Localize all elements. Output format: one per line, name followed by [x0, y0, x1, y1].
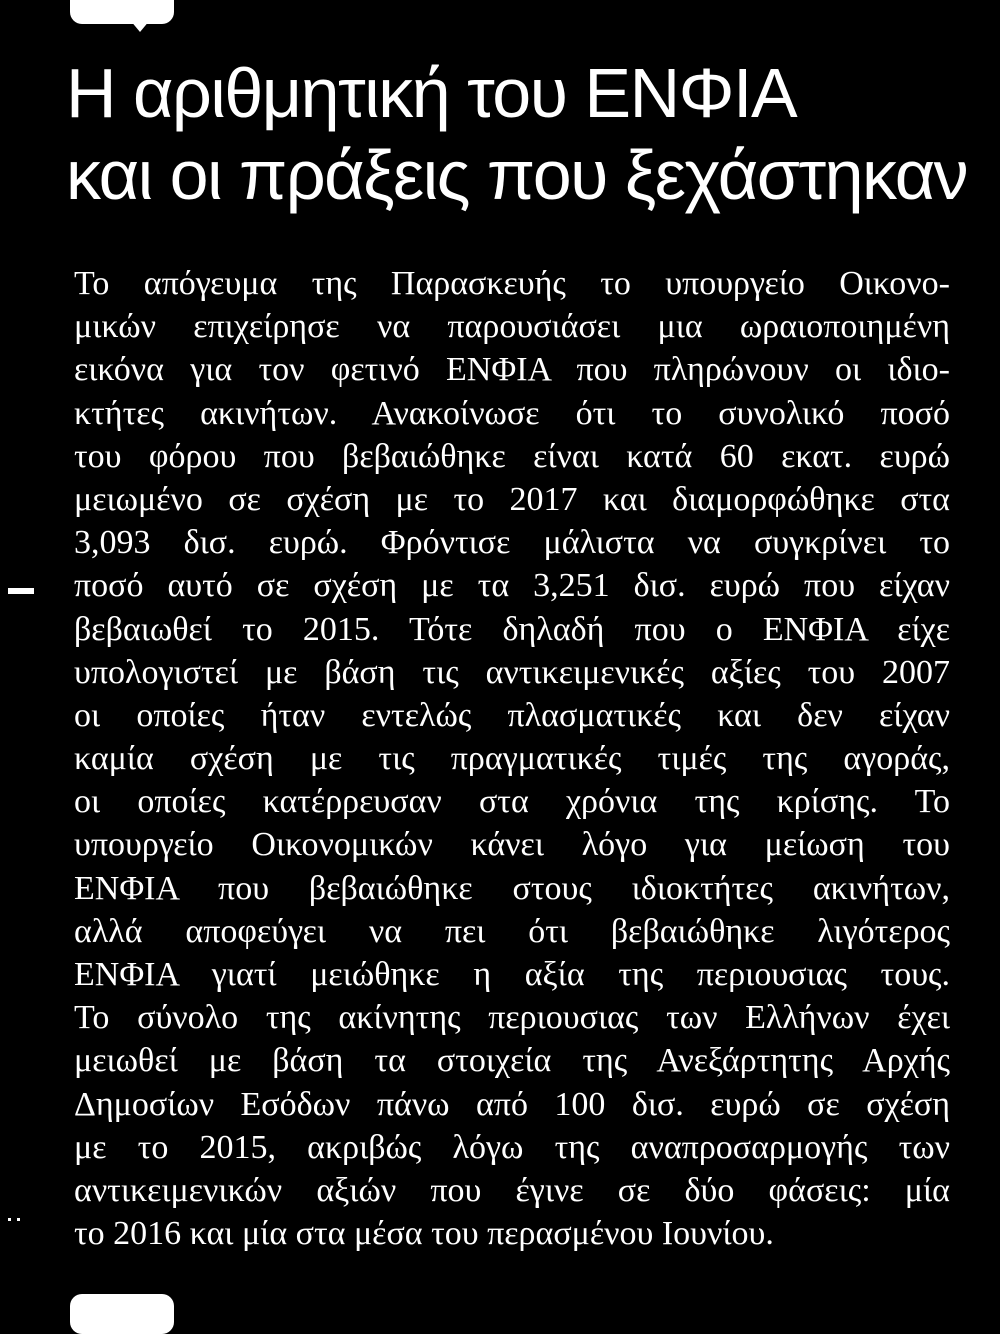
body-line: αλλά αποφεύγει να πει ότι βεβαιώθηκε λιγότερος	[74, 912, 950, 950]
body-line: μικών επιχείρησε να παρουσιάσει μια ωραιοποιημένη	[74, 308, 950, 346]
body-line: υπουργείο Οικονομικών κάνει λόγο για μείωση του	[74, 826, 950, 864]
body-line: οι οποίες κατέρρευσαν στα χρόνια της κρίσης. Το	[74, 783, 950, 821]
body-line: καμία σχέση με τις πραγματικές τιμές της αγοράς,	[74, 740, 950, 778]
headline-line-1: Η αριθμητική του ΕΝΦΙΑ	[66, 54, 797, 132]
body-line: ΕΝΦΙΑ που βεβαιώθηκε στους ιδιοκτήτες ακινήτων,	[74, 869, 950, 907]
body-line: με το 2015, ακριβώς λόγω της αναπροσαρμογής των	[74, 1128, 950, 1166]
section-badge-bottom-icon	[70, 1294, 174, 1334]
article-headline	[66, 52, 976, 216]
body-line: του φόρου που βεβαιώθηκε είναι κατά 60 εκατ. ευρώ	[74, 437, 950, 475]
body-line: κτήτες ακινήτων. Ανακοίνωσε ότι το συνολικό ποσό	[74, 394, 950, 432]
body-line: βεβαιωθεί το 2015. Τότε δηλαδή που ο ΕΝΦΙΑ είχε	[74, 610, 950, 648]
body-line: αντικειμενικών αξιών που έγινε σε δύο φάσεις: μία	[74, 1171, 950, 1209]
article-body	[74, 262, 950, 1255]
body-line: Δημοσίων Εσόδων πάνω από 100 δισ. ευρώ σε σχέση	[74, 1085, 950, 1123]
body-line: υπολογιστεί με βάση τις αντικειμενικές αξίες του 2007	[74, 653, 950, 691]
body-line: εικόνα για τον φετινό ΕΝΦΙΑ που πληρώνουν οι ιδιο-	[74, 351, 950, 389]
body-line: 3,093 δισ. ευρώ. Φρόντισε μάλιστα να συγκρίνει το	[74, 524, 950, 562]
body-line: ποσό αυτό σε σχέση με τα 3,251 δισ. ευρώ που είχαν	[74, 567, 950, 605]
body-line: ΕΝΦΙΑ γιατί μειώθηκε η αξία της περιουσιας τους.	[74, 956, 950, 993]
section-badge-top-icon	[70, 0, 174, 24]
headline-line-2: και οι πράξεις που ξεχάστηκαν	[66, 136, 968, 214]
body-line: μειωμένο σε σχέση με το 2017 και διαμορφώθηκε στα	[74, 480, 950, 518]
body-line: Το απόγευμα της Παρασκευής το υπουργείο Οικονο-	[74, 265, 950, 302]
body-line: Το σύνολο της ακίνητης περιουσιας των Ελλήνων έχει	[74, 999, 950, 1037]
body-line: το 2016 και μία στα μέσα του περασμένου Ιουνίου.	[74, 1215, 774, 1253]
body-line: μειωθεί με βάση τα στοιχεία της Ανεξάρτητης Αρχής	[74, 1042, 950, 1080]
body-line: οι οποίες ήταν εντελώς πλασματικές και δεν είχαν	[74, 696, 950, 734]
margin-mark	[8, 588, 34, 594]
margin-dots	[8, 1218, 28, 1222]
